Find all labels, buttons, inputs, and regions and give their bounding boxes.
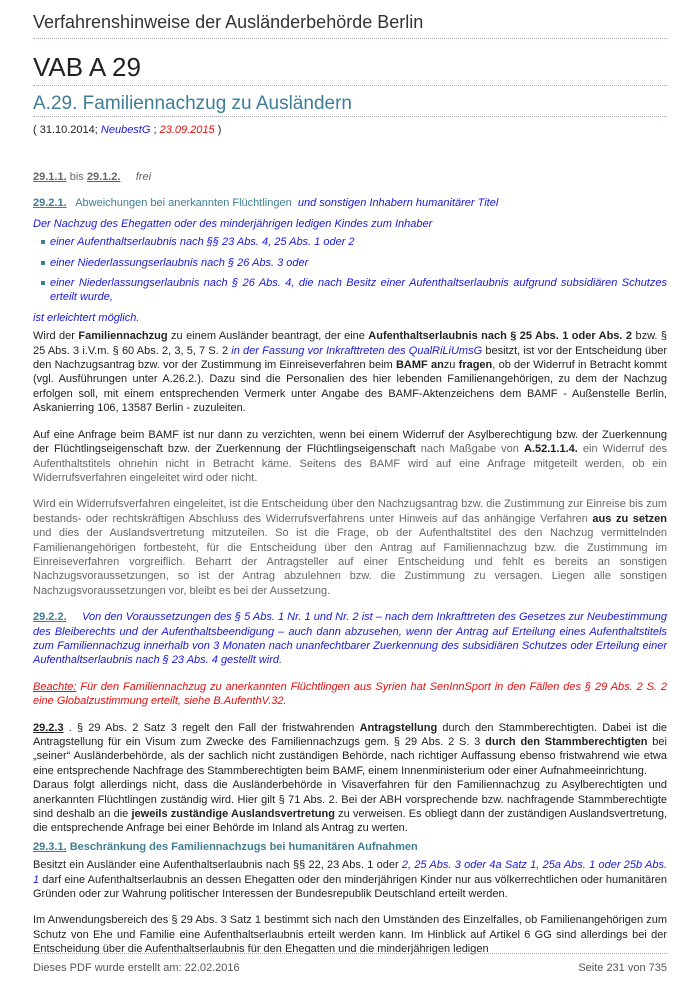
p2-b: nach Maßgabe von bbox=[420, 443, 524, 456]
paragraph-2 bbox=[33, 428, 667, 486]
section-29-1 bbox=[33, 170, 667, 184]
text-frei: frei bbox=[135, 171, 152, 183]
p3-a: Wird ein Widerrufsverfahren eingeleitet, ist die Entscheidung über den Nachzugsantrag bzw. die Zustimmung zur Einreise bis zum bestands- oder rechtskräftigen Abschluss des Widerrufsverfahrens unter Hinweis auf das anhängige Verfahren bbox=[33, 498, 667, 525]
ref-29-1-1[interactable]: 29.1.1. bbox=[33, 171, 67, 183]
ref-29-1-2[interactable]: 29.1.2. bbox=[86, 171, 121, 183]
s23-g: jeweils zuständige Auslandsvertretung bbox=[131, 808, 335, 821]
date-red: 23.09.2015 bbox=[159, 124, 215, 136]
lead-text: Der Nachzug des Ehegatten oder des minderjährigen ledigen Kindes zum Inhaber bbox=[33, 217, 433, 230]
document-code: VAB A 29 bbox=[33, 52, 141, 82]
p1-i: zu bbox=[443, 359, 459, 372]
tail-text: ist erleichtert möglich. bbox=[33, 311, 140, 324]
s23-h: zu verweisen. Es obliegt dann der zuständigen Auslandsvertretung, die entsprechende Anfrage bei einer Behörde im Inland als Antrag zu werten. bbox=[33, 808, 667, 835]
s23-b: Antragstellung bbox=[359, 721, 438, 734]
p1-d: Aufenthaltserlaubnis nach § 25 Abs. 1 oder Abs. 2 bbox=[368, 330, 633, 343]
p2-a: Auf eine Anfrage beim BAMF ist nur dann zu verzichten, wenn bei einem Widerruf der Asylberechtigung bzw. der Zuerkennung der Flüchtlingseigenschaft bzw. der Zuerkennung der Flüchtlingseigenschaft bbox=[33, 428, 667, 456]
ref-29-2-1[interactable]: 29.2.1. bbox=[33, 197, 67, 210]
s23-d: durch den Stammberechtigten bbox=[485, 736, 648, 748]
s23-c: durch den Stammberechtigten. Dabei ist die Antragstellung für ein Visum zum Zwecke des Familiennachzugs gem. § 29 Abs. 2 S. 3 bbox=[33, 721, 668, 748]
s22-text: Von den Voraussetzungen des § 5 Abs. 1 Nr. 1 und Nr. 2 ist – nach dem Inkrafttreten des Gesetzes zur Neubestimmung des Bleiberechts und der Aufenthaltsbeendigung – auch dann abzusehen, wenn der Antrag auf Erteilung eines Aufenthaltstitels zum Familiennachzug innerhalb von 3 Monaten nach unanfechtbarer Zuerkennung des subsidiären Schutzes oder Erteilung einer Aufenthaltserlaubnis nach § 23 Abs. 4 gestellt wird. bbox=[33, 611, 668, 667]
header-title: Verfahrenshinweise der Ausländerbehörde Berlin bbox=[33, 12, 424, 32]
s23-f: Daraus folgt allerdings nicht, dass die Ausländerbehörde in Visaverfahren für den Familiennachzug zu Asylberechtigten und anerkannten Flüchtlingen zuständig wird. Hier gilt § 71 Abs. 2. Bei der ABH vorsprechende bzw. nachfragende Stammberechtigte sind deshalb an die bbox=[33, 779, 667, 821]
p1-h: BAMF an bbox=[395, 359, 444, 372]
s31-title: Beschränkung des Familiennachzugs bei humanitären Aufnahmen bbox=[66, 840, 418, 853]
p1-k: , ob der Widerruf in Betracht kommt (vgl. Ausführungen unter A.26.2.). Dazu sind die Personalien des hier lebenden Familienangehörigen, zu dem der Nachzug erfolgen soll, mit einem entsprechenden Vermerk unter Angabe des BAMF-Aktenzeichens dem BAMF - Außenstelle Berlin, Askanierring 106, 13587 Berlin - zuzuleiten. bbox=[33, 359, 667, 415]
revision-dates bbox=[33, 124, 221, 136]
s31-b: 2, 25 Abs. 3 oder 4a Satz 1, 25a Abs. 1 oder 25b Abs. 1 bbox=[33, 859, 667, 886]
p1-f: in der Fassung vor Inkrafttreten des QualRiLiUmsG bbox=[231, 344, 483, 357]
date-prefix: ( 31.10.2014; bbox=[33, 124, 101, 136]
footer-page-number: Seite 231 von 735 bbox=[578, 962, 667, 974]
p1-a: Wird der bbox=[33, 330, 79, 343]
paragraph-4: Im Anwendungsbereich des § 29 Abs. 3 Satz 1 bestimmt sich nach den Umständen des Einzelfalles, ob Familienangehörigen zum Schutz von Ehe und Familie eine Aufenthaltserlaubnis erteilt werden kann. Im Hinblick auf Artikel 6 GG sind allerdings bei der Entscheidung über die Aufenthaltserlaubnis für den Ehegatten und die minderjährigen ledigen bbox=[33, 914, 667, 956]
header-divider bbox=[33, 38, 667, 39]
neubestg-link[interactable]: NeubestG bbox=[100, 124, 151, 136]
date-suffix: ) bbox=[214, 124, 222, 136]
paragraph-29-3-1 bbox=[33, 858, 667, 901]
ref-29-2-3[interactable]: 29.2.3 bbox=[33, 721, 64, 734]
heading-blue: und sonstigen Inhabern humanitärer Titel bbox=[297, 197, 499, 210]
p1-g: besitzt, ist vor der Entscheidung über den Nachzugsantrag bzw. vor der Zustimmung im Einreiseverfahren beim bbox=[33, 344, 668, 372]
paragraph-1 bbox=[33, 329, 667, 415]
s31-a: Besitzt ein Ausländer eine Aufenthaltserlaubnis nach §§ 22, 23 Abs. 1 oder bbox=[33, 859, 402, 872]
section-title: A.29. Familiennachzug zu Ausländern bbox=[33, 93, 352, 114]
s31-c: darf eine Aufenthaltserlaubnis an dessen Ehegatten oder den minderjährigen Kinder nur aus völkerrechtlichen oder humanitären Gründen oder zur Wahrung politischer Interessen der Bundesrepublik Deutschland erteilt werden. bbox=[33, 873, 667, 901]
p1-j: fragen bbox=[458, 359, 493, 372]
p3-c: und dies der Auslandsvertretung mitzuteilen. So ist die Frage, ob der Aufenthaltstitel des den Nachzug vermittelnden Familienangehörigen fortbesteht, für die Entscheidung über den Antrag auf Familiennachzug bzw. die Zustimmung im Einreiseverfahren vorgreiflich. Beharrt der Antragsteller auf einer Entscheidung und fehlt es bereits an sonstigen Nachzugsvoraussetzungen, so ist der Antrag abzulehnen bzw. die Zustimmung zu versagen. Liegen alle sonstigen Nachzugsvoraussetzungen vor, bleibt es bei der Aussetzung. bbox=[33, 527, 667, 597]
note-text: Für den Familiennachzug zu anerkannten Flüchtlingen aus Syrien hat SenInnSport in den Fällen des § 29 Abs. 2 S. 2 eine Globalzustimmung erteilt, siehe B.AufenthV.32. bbox=[33, 680, 667, 708]
ref-29-3-1[interactable]: 29.3.1. bbox=[33, 840, 67, 853]
list-item: einer Niederlassungserlaubnis nach § 26 Abs. 4, die nach Besitz einer Aufenthaltserlaubnis aufgrund subsidiären Schutzes erteilt wurde, bbox=[41, 276, 667, 305]
bullet-list bbox=[41, 235, 667, 305]
p1-e: bzw. § 25 Abs. 3 i.V.m. § 60 Abs. 2, 3, 5, 7 S. 2 bbox=[33, 330, 668, 357]
p3-b: aus zu setzen bbox=[592, 512, 667, 525]
p1-c: zu einem Ausländer beantragt, der eine bbox=[167, 330, 369, 343]
date-separator: ; bbox=[150, 124, 160, 136]
list-item: einer Niederlassungserlaubnis nach § 26 Abs. 3 oder bbox=[41, 256, 667, 270]
section-29-2-1-heading bbox=[33, 196, 667, 210]
note-label: Beachte: bbox=[33, 680, 77, 693]
p2-d: ein Widerruf des Aufenthaltstitels ohnehin nicht in Betracht käme. Seitens des BAMF wird auf eine Anfrage mitgeteilt werden, ob ein Widerrufsverfahren eingeleitet wird oder nicht. bbox=[33, 443, 667, 484]
section-29-2-2 bbox=[33, 610, 667, 668]
s23-e: bei „seiner“ Ausländerbehörde, als der sachlich nicht zuständigen Behörde, nach richtiger Auffassung ebenso fristwahrend wie etwa eine entsprechende Nachfrage des Stammberechtigten beim BAMF, einem Innenministerium oder einer Aufnahmeeinrichtung. bbox=[33, 736, 667, 777]
section-29-2-3 bbox=[33, 721, 667, 836]
text-bis: bis bbox=[66, 171, 87, 183]
paragraph-3 bbox=[33, 497, 667, 598]
main-content bbox=[33, 170, 667, 969]
title-divider bbox=[33, 85, 667, 86]
list-item: einer Aufenthaltserlaubnis nach §§ 23 Abs. 4, 25 Abs. 1 oder 2 bbox=[41, 235, 667, 249]
footer-divider bbox=[33, 953, 667, 954]
s23-a: . § 29 Abs. 2 Satz 3 regelt den Fall der fristwahrenden bbox=[63, 721, 360, 734]
ref-29-2-2[interactable]: 29.2.2. bbox=[33, 611, 67, 624]
heading-text: Abweichungen bei anerkannten Flüchtlingen bbox=[75, 197, 292, 210]
p1-b: Familiennachzug bbox=[78, 330, 168, 343]
p2-ref-link[interactable]: A.52.1.1.4. bbox=[523, 443, 578, 456]
section-divider bbox=[33, 116, 667, 117]
section-29-3-1-heading bbox=[33, 840, 667, 854]
footer-created: Dieses PDF wurde erstellt am: 22.02.2016 bbox=[33, 962, 240, 974]
note-paragraph bbox=[33, 680, 667, 709]
